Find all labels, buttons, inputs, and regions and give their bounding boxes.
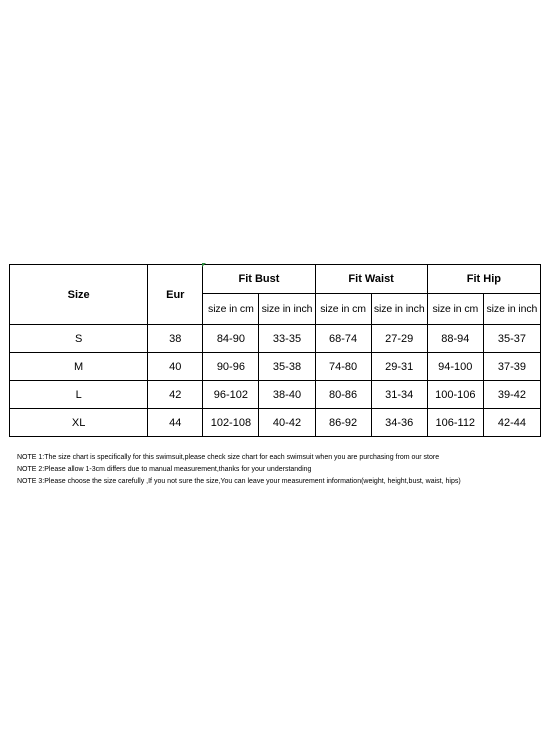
- hip-inch-cell: 37-39: [483, 353, 540, 381]
- size-cell: L: [10, 381, 148, 409]
- hip-cm-cell: 88-94: [427, 325, 483, 353]
- hip-inch-header: size in inch: [483, 294, 540, 325]
- hip-cm-cell: 94-100: [427, 353, 483, 381]
- note-3: NOTE 3:Please choose the size carefully ,If you not sure the size,You can leave your measurement information(weight, height,bust, waist, hips): [17, 478, 461, 485]
- bust-cm-cell: 96-102: [203, 381, 259, 409]
- bust-cm-header: size in cm: [203, 294, 259, 325]
- eur-column-header: Eur: [148, 265, 203, 325]
- bust-cm-cell: 90-96: [203, 353, 259, 381]
- waist-cm-cell: 74-80: [315, 353, 371, 381]
- fit-bust-header: Fit Bust: [203, 265, 315, 294]
- waist-inch-cell: 34-36: [371, 409, 427, 437]
- table-row: [10, 325, 541, 353]
- bust-cm-cell: 84-90: [203, 325, 259, 353]
- hip-inch-cell: 42-44: [483, 409, 540, 437]
- table-row: [10, 353, 541, 381]
- bust-inch-header: size in inch: [259, 294, 315, 325]
- table-row: [10, 409, 541, 437]
- waist-inch-cell: 27-29: [371, 325, 427, 353]
- size-cell: XL: [10, 409, 148, 437]
- table-header-row: [10, 265, 541, 294]
- waist-inch-cell: 31-34: [371, 381, 427, 409]
- fit-waist-header: Fit Waist: [315, 265, 427, 294]
- hip-cm-cell: 100-106: [427, 381, 483, 409]
- hip-cm-header: size in cm: [427, 294, 483, 325]
- note-2: NOTE 2:Please allow 1-3cm differs due to manual measurement,thanks for your understanding: [17, 466, 312, 473]
- waist-cm-cell: 86-92: [315, 409, 371, 437]
- eur-cell: 42: [148, 381, 203, 409]
- waist-cm-cell: 80-86: [315, 381, 371, 409]
- table-row: [10, 381, 541, 409]
- bust-inch-cell: 40-42: [259, 409, 315, 437]
- hip-inch-cell: 35-37: [483, 325, 540, 353]
- bust-inch-cell: 33-35: [259, 325, 315, 353]
- size-cell: M: [10, 353, 148, 381]
- note-1: NOTE 1:The size chart is specifically for this swimsuit,please check size chart for each swimsuit when you are purchasing from our store: [17, 454, 440, 461]
- bust-inch-cell: 38-40: [259, 381, 315, 409]
- fit-hip-header: Fit Hip: [427, 265, 540, 294]
- waist-inch-header: size in inch: [371, 294, 427, 325]
- bust-cm-cell: 102-108: [203, 409, 259, 437]
- hip-cm-cell: 106-112: [427, 409, 483, 437]
- hip-inch-cell: 39-42: [483, 381, 540, 409]
- eur-cell: 38: [148, 325, 203, 353]
- size-chart-table: [9, 264, 541, 437]
- eur-cell: 40: [148, 353, 203, 381]
- waist-cm-cell: 68-74: [315, 325, 371, 353]
- size-column-header: Size: [10, 265, 148, 325]
- eur-cell: 44: [148, 409, 203, 437]
- waist-cm-header: size in cm: [315, 294, 371, 325]
- waist-inch-cell: 29-31: [371, 353, 427, 381]
- size-cell: S: [10, 325, 148, 353]
- corner-marker: [202, 263, 206, 267]
- notes-block: [17, 452, 542, 488]
- bust-inch-cell: 35-38: [259, 353, 315, 381]
